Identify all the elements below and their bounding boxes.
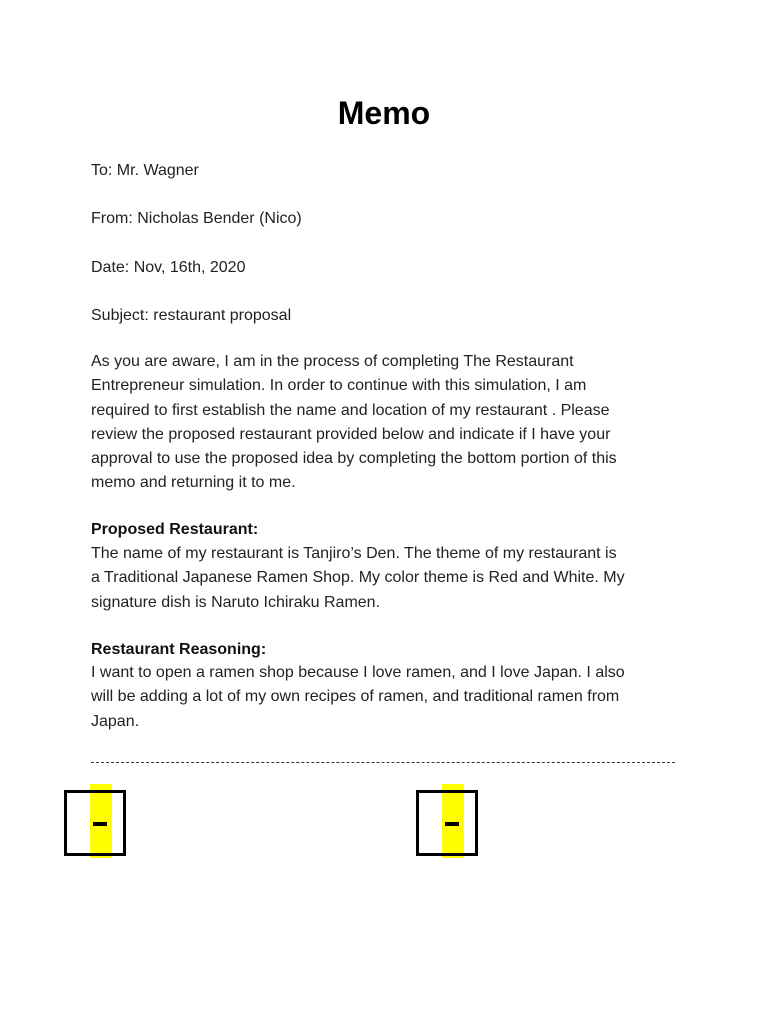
subject-line: Subject: restaurant proposal	[91, 307, 292, 324]
from-line: From: Nicholas Bender (Nico)	[91, 210, 302, 227]
dash-mark	[93, 822, 107, 826]
restaurant-reasoning-heading: Restaurant Reasoning:	[91, 641, 267, 658]
intro-line: As you are aware, I am in the process of completing The Restaurant	[91, 353, 574, 370]
reasoning-line: Japan.	[91, 712, 140, 730]
intro-line: approval to use the proposed idea by completing the bottom portion of this	[91, 450, 617, 468]
reasoning-line: will be adding a lot of my own recipes of ramen, and traditional ramen from	[91, 688, 620, 706]
intro-line: Entrepreneur simulation. In order to continue with this simulation, I am	[91, 377, 587, 395]
date-line: Date: Nov, 16th, 2020	[91, 259, 246, 276]
intro-line: required to first establish the name and location of my restaurant . Please	[91, 401, 610, 419]
proposed-line: The name of my restaurant is Tanjiro’s Den. The theme of my restaurant is	[91, 545, 617, 562]
cut-line-divider	[91, 762, 675, 763]
intro-paragraph	[91, 350, 691, 496]
reasoning-paragraph	[91, 661, 691, 734]
proposed-restaurant-heading: Proposed Restaurant:	[91, 521, 259, 538]
proposed-line: a Traditional Japanese Ramen Shop. My color theme is Red and White. My	[91, 569, 625, 587]
intro-line: memo and returning it to me.	[91, 474, 296, 492]
dash-mark	[445, 822, 459, 826]
to-line: To: Mr. Wagner	[91, 162, 199, 179]
proposed-line: signature dish is Naruto Ichiraku Ramen.	[91, 593, 381, 611]
proposed-paragraph	[91, 542, 691, 615]
approve-checkbox[interactable]	[64, 784, 124, 858]
deny-checkbox[interactable]	[416, 784, 476, 858]
intro-line: review the proposed restaurant provided below and indicate if I have your	[91, 425, 611, 443]
memo-title: Memo	[337, 95, 431, 131]
reasoning-line: I want to open a ramen shop because I love ramen, and I love Japan. I also	[91, 664, 625, 681]
